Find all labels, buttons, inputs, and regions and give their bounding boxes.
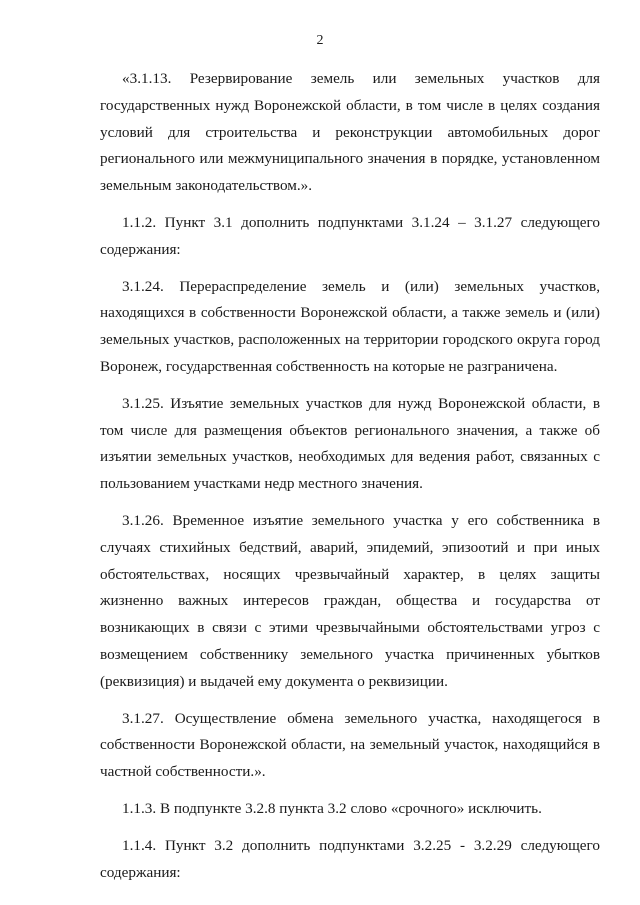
paragraph-3-1-24: 3.1.24. Перераспределение земель и (или) земельных участков, находящихся в собственности Воронежской области, а также земель и (или) земельных участков, расположенных на территории городского округа город Воронеж, государственная собственность на которые не разграничена. [100,277,600,375]
paragraph-3-1-26: 3.1.26. Временное изъятие земельного участка у его собственника в случаях стихийных бедствий, аварий, эпидемий, эпизоотий и при иных обстоятельствах, носящих чрезвычайный характер, в целях защиты жизненно важных интересов граждан, общества и государства от возникающих в связи с этими чрезвычайными обстоятельствами угроз с возмещением собственнику земельного участка причиненных убытков (реквизиция) и выдачей ему документа о реквизиции. [100,511,600,690]
document-body [100,66,600,896]
paragraph-3-1-25: 3.1.25. Изъятие земельных участков для нужд Воронежской области, в том числе для размещения объектов регионального значения, а также об изъятии земельных участков, необходимых для ведения работ, связанных с пользованием участками недр местного значения. [100,394,600,493]
page-number: 2 [316,33,324,48]
paragraph-3-1-13: «3.1.13. Резервирование земель или земельных участков для государственных нужд Воронежской области, в том числе в целях создания условий для строительства и реконструкции автомобильных дорог регионального или межмуниципального значения в порядке, установленном земельным законодательством.». [100,70,600,195]
paragraph-1-1-4: 1.1.4. Пункт 3.2 дополнить подпунктами 3.2.25 - 3.2.29 следующего содержания: [100,836,600,881]
paragraph-1-1-2: 1.1.2. Пункт 3.1 дополнить подпунктами 3.1.24 – 3.1.27 следующего содержания: [100,213,600,258]
paragraph-1-1-3: 1.1.3. В подпункте 3.2.8 пункта 3.2 слово «срочного» исключить. [122,799,542,817]
paragraph-3-1-27: 3.1.27. Осуществление обмена земельного участка, находящегося в собственности Воронежской области, на земельный участок, находящийся в частной собственности.». [100,709,600,781]
